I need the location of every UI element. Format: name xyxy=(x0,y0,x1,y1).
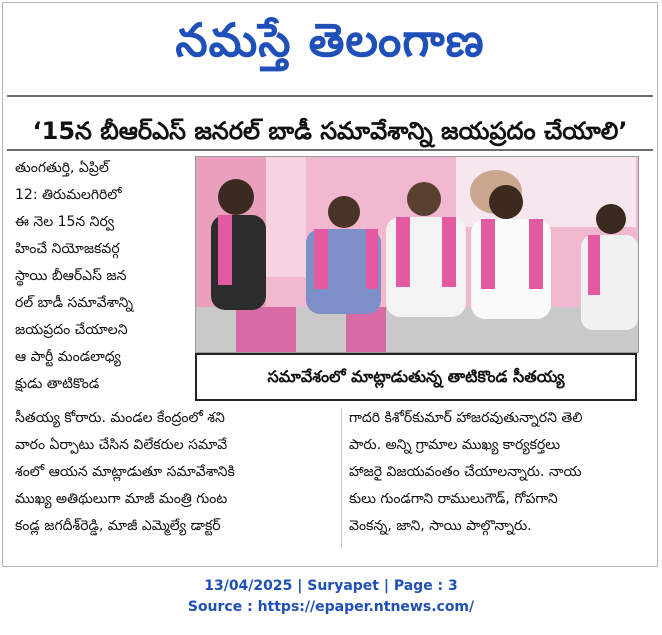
headline-rule xyxy=(7,149,653,151)
article-intro-column xyxy=(15,155,187,398)
article-right-column xyxy=(349,405,649,540)
article-line: ఈ నెల 15న నిర్వ xyxy=(15,214,115,230)
newspaper-clipping xyxy=(2,2,658,567)
article-line: ఆ పార్టీ మండలాధ్య xyxy=(15,349,121,365)
news-photo-illustration xyxy=(196,157,638,352)
masthead-rule xyxy=(7,95,653,97)
article-line: కండ్ల జగదీశ్‌రెడ్డి, మాజీ ఎమ్మెల్యే డాక్టర్‌ xyxy=(15,518,221,534)
article-line: తుంగతుర్తి, ఏప్రిల్‌ xyxy=(15,160,109,176)
article-left-column xyxy=(15,405,337,540)
article-line: హించే నియోజకవర్గ xyxy=(15,241,120,257)
article-line: వారం ఏర్పాటు చేసిన విలేకరుల సమావే xyxy=(15,437,228,453)
footer-date-page: 13/04/2025 | Suryapet | Page : 3 xyxy=(204,578,458,594)
column-divider xyxy=(341,408,342,548)
article-line: 12: తిరుమలగిరిలో xyxy=(15,187,122,203)
newspaper-masthead: నమస్తే తెలంగాణ xyxy=(175,13,485,67)
article-line: కులు గుండగాని రాములుగౌడ్‌, గోపగాని xyxy=(349,491,558,507)
photo-caption: సమావేశంలో మాట్లాడుతున్న తాటికొండ సీతయ్య xyxy=(195,353,637,401)
article-line: గాదరి కిశోర్‌కుమార్‌ హాజరవుతున్నారని తెలి xyxy=(349,410,583,426)
article-line: పారు. అన్ని గ్రామాల ముఖ్య కార్యకర్తలు xyxy=(349,437,561,453)
article-line: స్థాయి బీఆర్‌ఎస్‌ జన xyxy=(15,268,127,284)
article-headline: ‘15న బీఆర్‌ఎస్‌ జనరల్‌ బాడీ సమావేశాన్ని జయప్రదం చేయాలి’ xyxy=(32,117,628,145)
article-line: క్షుడు తాటికొండ xyxy=(15,376,100,392)
news-photo xyxy=(195,156,639,353)
article-line: హాజరై విజయవంతం చేయాలన్నారు. నాయ xyxy=(349,464,582,480)
article-line: రల్‌ బాడీ సమావేశాన్ని xyxy=(15,295,134,311)
footer-source-link[interactable]: Source : https://epaper.ntnews.com/ xyxy=(187,599,475,615)
article-line: సీతయ్య కోరారు. మండల కేంద్రంలో శని xyxy=(15,410,225,426)
article-line: జయప్రదం చేయాలని xyxy=(15,322,128,338)
article-line: వెంకన్న, జాని, సాయి పాల్గొన్నారు. xyxy=(349,518,532,534)
article-line: ముఖ్య అతిథులుగా మాజీ మంత్రి గుంట xyxy=(15,491,228,507)
article-line: శంలో ఆయన మాట్లాడుతూ సమావేశానికి xyxy=(15,464,235,480)
